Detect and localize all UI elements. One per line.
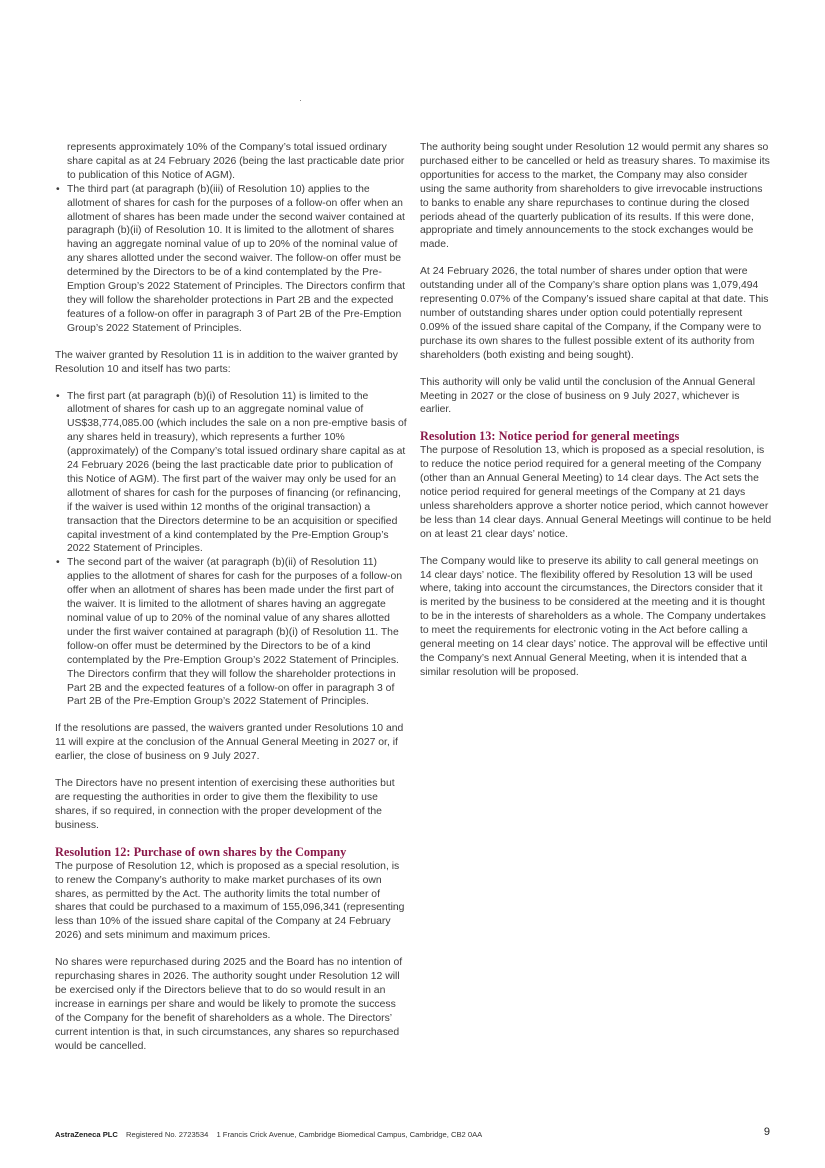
waivers-expiry-paragraph: If the resolutions are passed, the waivers granted under Resolutions 10 and 11 will expire at the conclusion of the Annual General Meeting in 2027 or, if earlier, the close of business on 9 July 2027. [55, 723, 404, 763]
treasury-paragraph: The authority being sought under Resolution 12 would permit any shares so purchased either to be cancelled or held as treasury shares. To maximise its opportunities for access to the market, the Company may also consider using the same authority from shareholders to give irrevocable instructions to banks to enable any share repurchases to continue during the closed periods ahead of the quarterly publication of its results. If this were done, appropriate and timely announcements to the stock exchanges would be made. [420, 142, 770, 251]
resolution13-heading: Resolution 13: Notice period for general meetings [420, 429, 680, 444]
resolution12-heading: Resolution 12: Purchase of own shares by the Company [55, 844, 347, 859]
resolution10-bullet-list [55, 183, 407, 336]
stray-dot [300, 100, 301, 101]
share-options-paragraph: At 24 February 2026, the total number of shares under option that were outstanding under all of the Company’s share option plans was 1,079,494 representing 0.07% of the Company’s issued share capital at that date. This number of outstanding shares under option could potentially represent 0.09% of the issued share capital of the Company, if the Company were to purchase its own shares to the fullest possible extent of its authority from shareholders (both existing and being sought). [420, 266, 769, 361]
left-column [55, 141, 407, 1066]
footer-registered-number: Registered No. 2723534 [126, 1130, 209, 1139]
footer-address: 1 Francis Crick Avenue, Cambridge Biomedical Campus, Cambridge, CB2 0AA [216, 1130, 483, 1139]
no-intention-paragraph: The Directors have no present intention of exercising these authorities but are requesting the authorities in order to give them the flexibility to use shares, if so required, in connection with the proper development of the business. [55, 778, 395, 831]
bullet-third-part: • The third part (at paragraph (b)(iii) of Resolution 10) applies to the allotment of shares for cash for the purposes of a follow-on offer when an allotment of shares has been made under the second waiver contained at paragraph (b)(ii) of Resolution 10. It is limited to the allotment of shares having an aggregate nominal value of up to 20% of the nominal value of any shares allotted under the second waiver. The follow-on offer must be determined by the Directors to be of a kind contemplated by the Pre-Emption Group’s 2022 Statement of Principles. The Directors confirm that they will follow the shareholder protections in Part 2B and the expected features of a follow-on offer in paragraph 3 of Part 2B of the Pre-Emption Group’s 2022 Statement of Principles. [55, 183, 407, 336]
preserve-ability-paragraph: The Company would like to preserve its ability to call general meetings on 14 clear days’ notice. The flexibility offered by Resolution 13 will be used where, taking into account the circumstances, the Directors consider that it is merited by the business to be considered at the meeting and it is thought to be in the interests of shareholders as a whole. The Company undertakes to meet the requirements for electronic voting in the Act before calling a general meeting on 14 clear days’ notice. The approval will be effective until the Company’s next Annual General Meeting, when it is intended that a similar resolution will be proposed. [420, 555, 768, 678]
bullet-first-part: • The first part (at paragraph (b)(i) of Resolution 11) is limited to the allotment of shares for cash up to an aggregate nominal value of US$38,774,085.00 (which includes the sale on a non pre-emptive basis of any shares held in treasury), which represents a further 10% (approximately) of the Company’s total issued ordinary share capital as at 24 February 2026 (being the last practicable date prior to publication of this Notice of AGM). The first part of the waiver may only be used for an allotment of shares for cash for the purposes of financing (or refinancing, if the waiver is used within 12 months of the original transaction) a transaction that the Directors determine to be an acquisition or specified capital investment of a kind contemplated by the Pre-Emption Group’s 2022 Statement of Principles. [55, 390, 407, 557]
resolution13-purpose-paragraph: The purpose of Resolution 13, which is proposed as a special resolution, is to reduce the notice period required for a general meeting of the Company (other than an Annual General Meeting) to 14 clear days. The Act sets the notice period required for general meetings of the Company at 21 days unless shareholders approve a shorter notice period, which cannot however be less than 14 clear days. Annual General Meetings will continue to be held on at least 21 clear days’ notice. [420, 445, 772, 540]
page-number: 9 [763, 1126, 770, 1138]
page-footer [55, 1128, 770, 1142]
resolution11-bullet-list [55, 390, 407, 710]
waiver11-intro: The waiver granted by Resolution 11 is in addition to the waiver granted by Resolution 10 and itself has two parts: [55, 349, 398, 375]
right-column [420, 141, 772, 693]
no-repurchase-paragraph: No shares were repurchased during 2025 and the Board has no intention of repurchasing shares in 2026. The authority sought under Resolution 12 will be exercised only if the Directors believe that to do so would result in an increase in earnings per share and would be likely to promote the success of the Company for the benefit of shareholders as a whole. The Directors’ current intention is that, in such circumstances, any shares so repurchased would be cancelled. [55, 957, 403, 1052]
footer-company-name: AstraZeneca PLC [55, 1130, 118, 1139]
bullet-second-part: • The second part of the waiver (at paragraph (b)(ii) of Resolution 11) applies to the allotment of shares for cash for the purposes of a follow-on offer when an allotment of shares has been made under the first part of the waiver. It is limited to the allotment of shares having an aggregate nominal value of up to 20% of the nominal value of any shares allotted under the first waiver contained at paragraph (b)(i) of Resolution 11. The follow-on offer must be determined by the Directors to be of a kind contemplated by the Pre-Emption Group’s 2022 Statement of Principles. The Directors confirm that they will follow the shareholder protections in Part 2B and the expected features of a follow-on offer in paragraph 3 of Part 2B of the Pre-Emption Group’s 2022 Statement of Principles. [55, 556, 407, 709]
resolution12-purpose-paragraph: The purpose of Resolution 12, which is proposed as a special resolution, is to renew the Company’s authority to make market purchases of its own shares, as permitted by the Act. The authority limits the total number of shares that could be purchased to a maximum of 155,096,341 (representing less than 10% of the issued share capital of the Company at 24 February 2026) and sets minimum and maximum prices. [55, 860, 405, 942]
continued-text: represents approximately 10% of the Company’s total issued ordinary share capital as at 24 February 2026 (being the last practicable date prior to publication of this Notice of AGM). [67, 142, 405, 181]
authority-validity-paragraph: This authority will only be valid until the conclusion of the Annual General Meeting in 2027 or the close of business on 9 July 2027, whichever is earlier. [420, 376, 756, 416]
